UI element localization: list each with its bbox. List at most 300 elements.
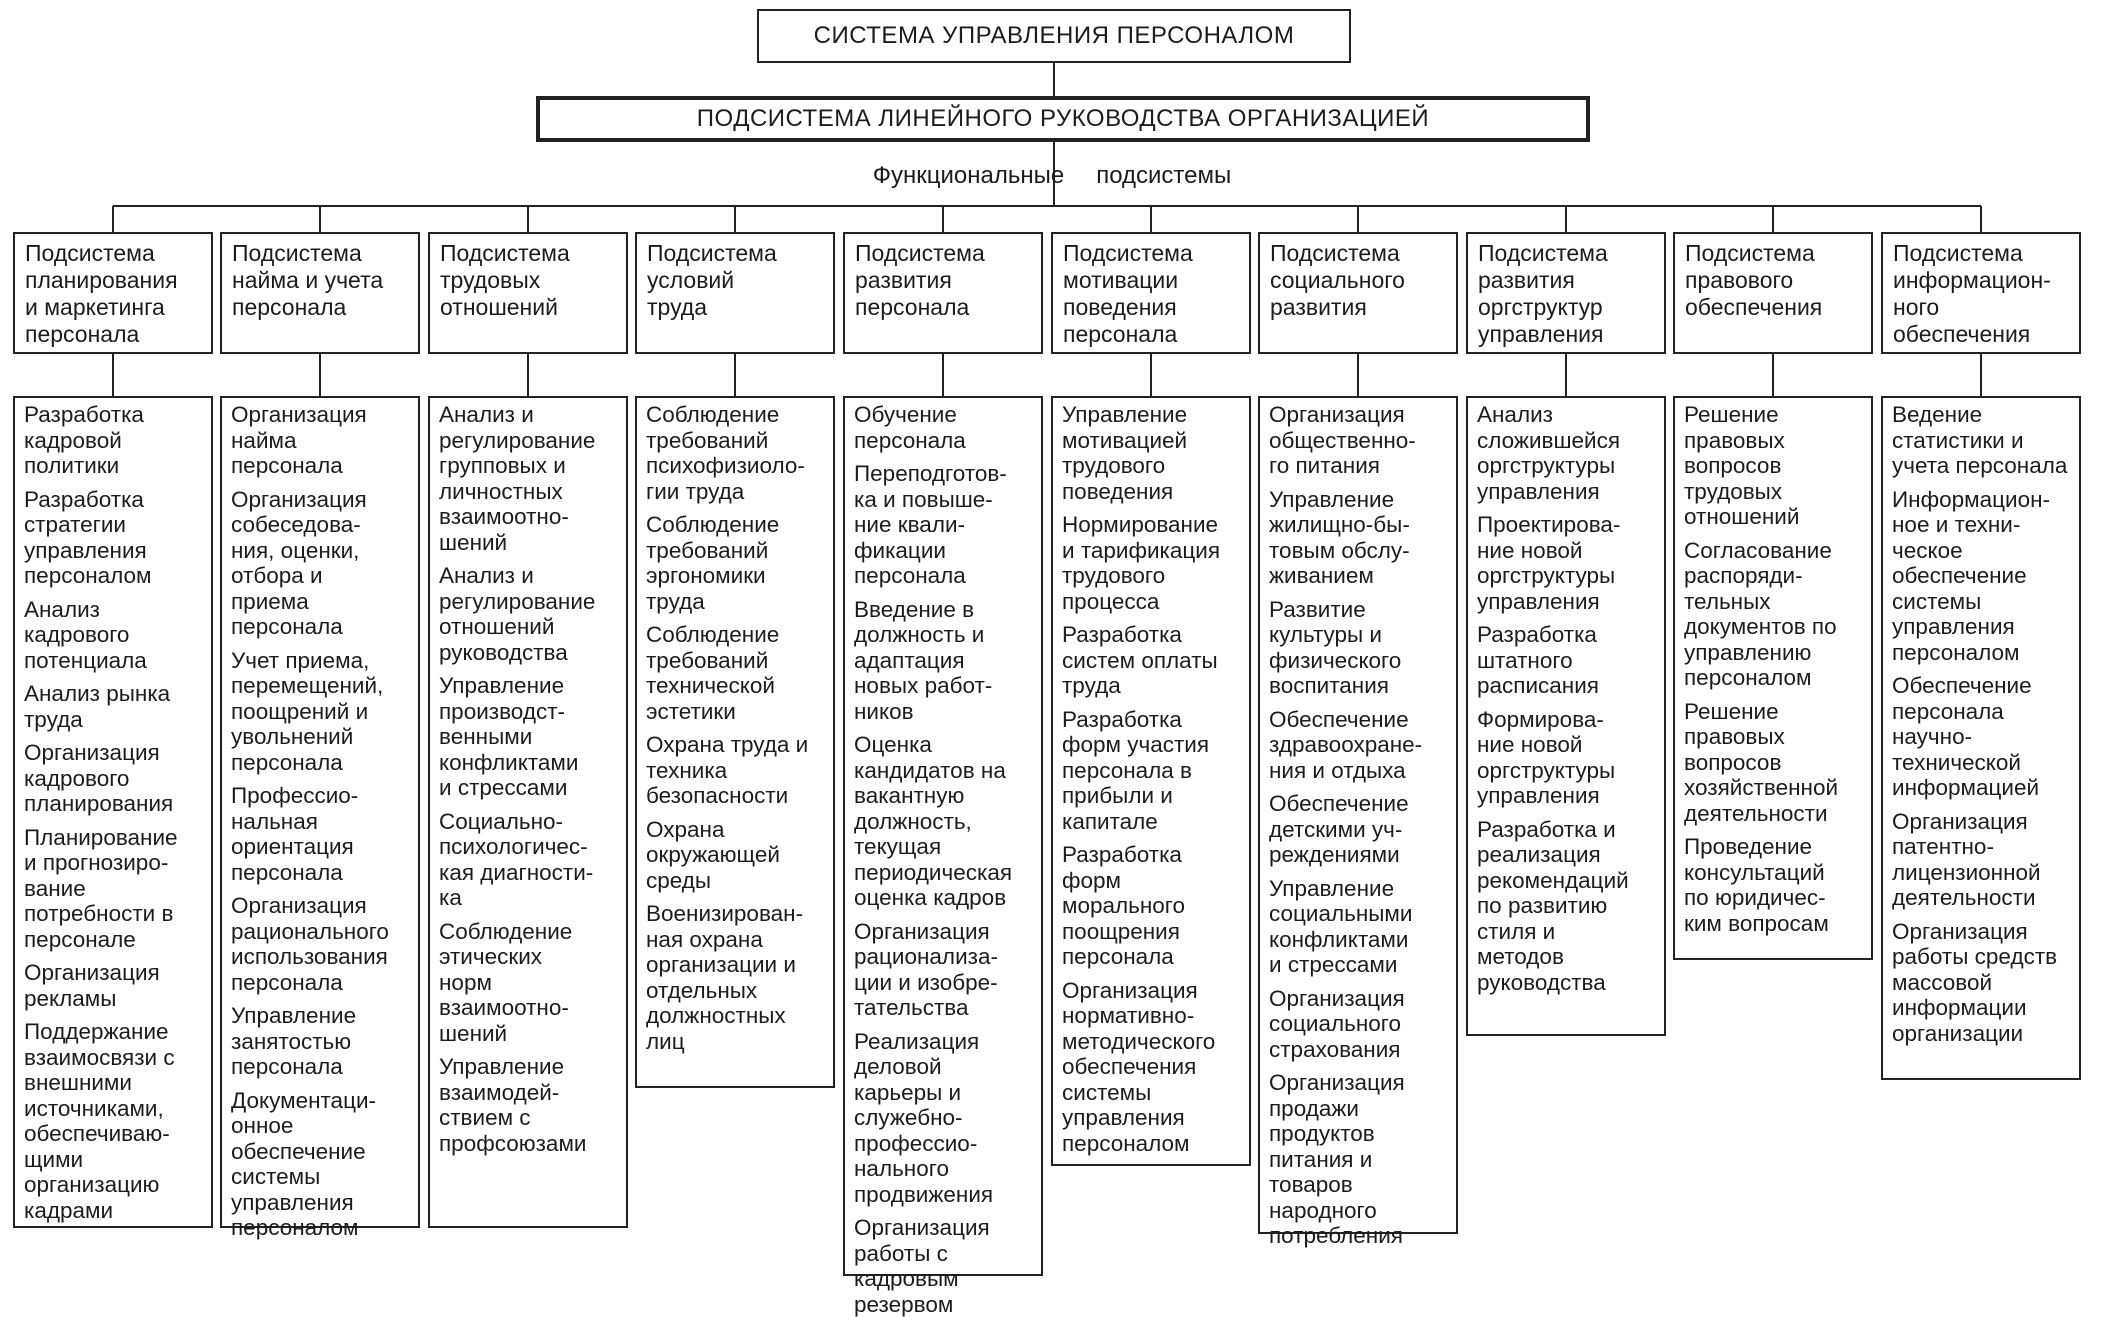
function-item-line: новых работ-: [854, 673, 1036, 699]
subsystem-header-line: информацион-: [1893, 267, 2073, 294]
function-item: [1269, 487, 1451, 589]
function-item-line: рекомендаций: [1477, 868, 1659, 894]
function-item-line: управления: [1477, 479, 1659, 505]
function-item-line: Разработка и: [1477, 817, 1659, 843]
function-item-line: эргономики: [646, 563, 828, 589]
function-item-line: персоналом: [231, 1215, 413, 1241]
function-item-line: питания и: [1269, 1147, 1451, 1173]
function-item: [1269, 986, 1451, 1063]
function-item-line: техника: [646, 758, 828, 784]
function-item-line: распоряди-: [1684, 563, 1866, 589]
function-item-line: шений: [439, 530, 621, 556]
function-item-line: служебно-: [854, 1105, 1036, 1131]
function-item-line: Разработка: [1477, 622, 1659, 648]
function-item-line: прибыли и: [1062, 783, 1244, 809]
function-item-line: венными: [439, 724, 621, 750]
function-item: [646, 732, 828, 809]
function-item: [231, 1088, 413, 1241]
function-item-line: политики: [24, 453, 206, 479]
function-item: [1684, 538, 1866, 691]
function-item-line: потенциала: [24, 648, 206, 674]
function-item-line: управления: [24, 538, 206, 564]
function-item-line: Анализ рынка: [24, 681, 206, 707]
function-item: [1062, 978, 1244, 1157]
subsystem-header-line: развития: [1270, 294, 1450, 321]
function-item-line: персонала: [231, 860, 413, 886]
function-item-line: Обеспечение: [1269, 707, 1451, 733]
function-list: [843, 396, 1043, 1276]
function-item: [1892, 809, 2074, 911]
function-item: [1477, 402, 1659, 504]
function-item: [1062, 622, 1244, 699]
function-item-line: по юридичес-: [1684, 885, 1866, 911]
function-item: [439, 402, 621, 555]
function-item-line: Организация: [24, 740, 206, 766]
function-item: [231, 648, 413, 776]
function-item-line: ния и отдыха: [1269, 758, 1451, 784]
function-item: [1062, 707, 1244, 835]
function-item-line: персонала: [854, 428, 1036, 454]
function-item-line: Управление: [231, 1003, 413, 1029]
function-item-line: обеспечиваю-: [24, 1121, 206, 1147]
function-item-line: Информацион-: [1892, 487, 2074, 513]
function-item-line: научно-: [1892, 724, 2074, 750]
function-item-line: потребления: [1269, 1223, 1451, 1249]
function-item-line: лицензионной: [1892, 860, 2074, 886]
function-item-line: ка и повыше-: [854, 487, 1036, 513]
function-item-line: поведения: [1062, 479, 1244, 505]
function-item-line: резервом: [854, 1292, 1036, 1317]
function-item-line: Развитие: [1269, 597, 1451, 623]
subsystem-header-line: отношений: [440, 294, 620, 321]
function-item-line: вопросов: [1684, 750, 1866, 776]
function-item-line: технической: [646, 673, 828, 699]
function-item-line: патентно-: [1892, 834, 2074, 860]
function-item-line: Анализ: [1477, 402, 1659, 428]
subsystem-header-line: оргструктур: [1478, 294, 1658, 321]
function-item-line: Организация: [1269, 1070, 1451, 1096]
function-item: [1269, 791, 1451, 868]
function-item-line: кадровой: [24, 428, 206, 454]
subsystem-header-line: мотивации: [1063, 267, 1243, 294]
function-item-line: отдельных: [646, 978, 828, 1004]
function-item-line: требований: [646, 428, 828, 454]
function-item-line: форм участия: [1062, 732, 1244, 758]
function-item-line: Разработка: [1062, 622, 1244, 648]
function-item-line: деловой: [854, 1054, 1036, 1080]
function-item-line: ние новой: [1477, 732, 1659, 758]
function-item-line: найма: [231, 428, 413, 454]
function-item-line: Оценка: [854, 732, 1036, 758]
function-item: [439, 673, 621, 801]
function-list: [1673, 396, 1873, 960]
function-item-line: Организация: [231, 893, 413, 919]
function-item-line: перемещений,: [231, 673, 413, 699]
function-item: [24, 960, 206, 1011]
function-item: [1477, 622, 1659, 699]
function-item: [1269, 876, 1451, 978]
function-item-line: безопасности: [646, 783, 828, 809]
function-item-line: реализация: [1477, 842, 1659, 868]
function-item-line: персоналом: [24, 563, 206, 589]
subsystem-header-line: социального: [1270, 267, 1450, 294]
function-item-line: стиля и: [1477, 919, 1659, 945]
function-item-line: Согласование: [1684, 538, 1866, 564]
function-item-line: живанием: [1269, 563, 1451, 589]
subsystem-header-line: Подсистема: [647, 240, 827, 267]
function-item: [1892, 487, 2074, 666]
function-item-line: Реализация: [854, 1029, 1036, 1055]
function-item-line: Обеспечение: [1269, 791, 1451, 817]
function-item-line: Проектирова-: [1477, 512, 1659, 538]
function-item-line: Военизирован-: [646, 901, 828, 927]
function-item-line: Охрана: [646, 817, 828, 843]
function-item-line: потребности в: [24, 901, 206, 927]
function-item-line: Организация: [24, 960, 206, 986]
function-item-line: профессио-: [854, 1131, 1036, 1157]
function-item-line: деятельности: [1684, 801, 1866, 827]
function-item-line: ная охрана: [646, 927, 828, 953]
function-item-line: документов по: [1684, 614, 1866, 640]
function-item-line: конфликтами: [439, 750, 621, 776]
function-item: [24, 681, 206, 732]
function-item-line: нальная: [231, 809, 413, 835]
function-item-line: Управление: [1269, 876, 1451, 902]
function-item-line: собеседова-: [231, 512, 413, 538]
function-item-line: организации и: [646, 952, 828, 978]
function-item-line: информации: [1892, 995, 2074, 1021]
function-item-line: нормативно-: [1062, 1003, 1244, 1029]
function-item: [1684, 699, 1866, 827]
function-item-line: персонала: [231, 970, 413, 996]
subsystem-header-line: Подсистема: [1270, 240, 1450, 267]
function-item: [439, 809, 621, 911]
function-item-line: жилищно-бы-: [1269, 512, 1451, 538]
subsystem-header-line: Подсистема: [855, 240, 1035, 267]
subsystem-header-line: ного: [1893, 294, 2073, 321]
function-item-line: Формирова-: [1477, 707, 1659, 733]
function-item-line: управлению: [1684, 640, 1866, 666]
function-item-line: вопросов: [1684, 453, 1866, 479]
function-item-line: руководства: [1477, 970, 1659, 996]
function-item-line: конфликтами: [1269, 927, 1451, 953]
function-item-line: продуктов: [1269, 1121, 1451, 1147]
subsystem-header-line: Подсистема: [25, 240, 205, 267]
function-item: [1892, 402, 2074, 479]
function-item-line: трудового: [1062, 563, 1244, 589]
line-subsystem-box: [536, 96, 1590, 142]
subsystem-header-line: управления: [1478, 321, 1658, 348]
function-item-line: Ведение: [1892, 402, 2074, 428]
function-item-line: оценка кадров: [854, 885, 1036, 911]
function-item-line: рационализа-: [854, 944, 1036, 970]
line-subsystem-title: ПОДСИСТЕМА ЛИНЕЙНОГО РУКОВОДСТВА ОРГАНИЗАЦИЕЙ: [697, 105, 1429, 133]
function-item: [854, 732, 1036, 911]
function-item-line: организации: [1892, 1021, 2074, 1047]
function-list: [1466, 396, 1666, 1036]
function-item-line: Решение: [1684, 402, 1866, 428]
function-item-line: и прогнозиро-: [24, 850, 206, 876]
subsystem-header-line: Подсистема: [1478, 240, 1658, 267]
function-item-line: учета персонала: [1892, 453, 2074, 479]
function-item-line: продвижения: [854, 1182, 1036, 1208]
function-item: [24, 740, 206, 817]
function-item-line: правовых: [1684, 724, 1866, 750]
function-item-line: Управление: [1269, 487, 1451, 513]
function-item: [1269, 597, 1451, 699]
function-item-line: управления: [1892, 614, 2074, 640]
function-item-line: труда: [1062, 673, 1244, 699]
function-item-line: стратегии: [24, 512, 206, 538]
function-item: [1062, 842, 1244, 970]
function-item-line: Обеспечение: [1892, 673, 2074, 699]
function-item-line: норм: [439, 970, 621, 996]
function-item-line: отношений: [1684, 504, 1866, 530]
function-item-line: трудовых: [1684, 479, 1866, 505]
function-item-line: Управление: [439, 673, 621, 699]
subsystem-header-line: развития: [1478, 267, 1658, 294]
function-item-line: источниками,: [24, 1096, 206, 1122]
function-item-line: ка: [439, 885, 621, 911]
function-item-line: личностных: [439, 479, 621, 505]
function-item-line: Соблюдение: [646, 512, 828, 538]
subsystem-header-line: Подсистема: [232, 240, 412, 267]
function-item-line: ориентация: [231, 834, 413, 860]
root-title: СИСТЕМА УПРАВЛЕНИЯ ПЕРСОНАЛОМ: [814, 22, 1295, 50]
function-item: [854, 1029, 1036, 1208]
function-item-line: системы: [1892, 589, 2074, 615]
function-item-line: правовых: [1684, 428, 1866, 454]
subsystem-header-line: условий: [647, 267, 827, 294]
function-item: [1477, 707, 1659, 809]
function-item-line: управления: [1477, 783, 1659, 809]
function-list: [428, 396, 628, 1228]
function-item-line: психологичес-: [439, 834, 621, 860]
function-item-line: персоналом: [1062, 1131, 1244, 1157]
subsystem-header: [428, 232, 628, 354]
function-list: [635, 396, 835, 1088]
function-item-line: Организация: [854, 919, 1036, 945]
function-item-line: регулирование: [439, 589, 621, 615]
function-item-line: Обучение: [854, 402, 1036, 428]
function-list: [220, 396, 420, 1228]
function-item-line: рекламы: [24, 986, 206, 1012]
function-item: [1062, 512, 1244, 614]
function-item: [854, 597, 1036, 725]
function-item-line: культуры и: [1269, 622, 1451, 648]
subsystem-header: [1881, 232, 2081, 354]
function-item-line: Организация: [1062, 978, 1244, 1004]
subsystem-header-line: поведения: [1063, 294, 1243, 321]
function-item: [1684, 834, 1866, 936]
function-item-line: Организация: [231, 402, 413, 428]
function-item-line: эстетики: [646, 699, 828, 725]
function-item-line: системы: [231, 1164, 413, 1190]
function-item-line: процесса: [1062, 589, 1244, 615]
subsystem-header-line: планирования: [25, 267, 205, 294]
function-item-line: поощрений и: [231, 699, 413, 725]
function-item-line: онное: [231, 1113, 413, 1139]
function-item-line: руководства: [439, 640, 621, 666]
function-item: [24, 597, 206, 674]
function-item-line: Нормирование: [1062, 512, 1244, 538]
function-item-line: Разработка: [24, 487, 206, 513]
function-item: [231, 487, 413, 640]
function-item-line: детскими уч-: [1269, 817, 1451, 843]
function-item-line: нального: [854, 1156, 1036, 1182]
function-item: [646, 622, 828, 724]
function-item-line: Професcио-: [231, 783, 413, 809]
function-item-line: труда: [646, 589, 828, 615]
function-item: [646, 512, 828, 614]
function-item: [231, 893, 413, 995]
function-item-line: взаимодей-: [439, 1080, 621, 1106]
function-item-line: воспитания: [1269, 673, 1451, 699]
function-item-line: планирования: [24, 791, 206, 817]
function-item: [1062, 402, 1244, 504]
function-item: [439, 919, 621, 1047]
function-item-line: персонала: [231, 453, 413, 479]
function-item-line: производст-: [439, 699, 621, 725]
function-item-line: Анализ и: [439, 563, 621, 589]
function-item-line: товым обслу-: [1269, 538, 1451, 564]
function-item: [439, 1054, 621, 1156]
function-item-line: Проведение: [1684, 834, 1866, 860]
function-item-line: Управление: [1062, 402, 1244, 428]
function-item-line: Разработка: [1062, 707, 1244, 733]
subsystem-header-line: развития: [855, 267, 1035, 294]
function-item-line: персонала: [854, 563, 1036, 589]
function-item-line: Поддержание: [24, 1019, 206, 1045]
subsystem-header-line: и маркетинга: [25, 294, 205, 321]
function-item-line: ние новой: [1477, 538, 1659, 564]
function-item-line: поощрения: [1062, 919, 1244, 945]
function-item: [24, 825, 206, 953]
function-item-line: общественно-: [1269, 428, 1451, 454]
function-item-line: ции и изобре-: [854, 970, 1036, 996]
function-item-line: Разработка: [24, 402, 206, 428]
subsystem-header-line: Подсистема: [1893, 240, 2073, 267]
function-item-line: управления: [1477, 589, 1659, 615]
subsystem-header-line: правового: [1685, 267, 1865, 294]
function-item-line: Введение в: [854, 597, 1036, 623]
function-item-line: здравоохране-: [1269, 732, 1451, 758]
function-item-line: Переподготов-: [854, 461, 1036, 487]
function-item: [1477, 512, 1659, 614]
function-item-line: Соблюдение: [646, 402, 828, 428]
function-item-line: кадрами: [24, 1198, 206, 1224]
function-item: [231, 783, 413, 885]
function-item-line: персонала: [231, 614, 413, 640]
function-item-line: технической: [1892, 750, 2074, 776]
function-item-line: Организация: [1892, 919, 2074, 945]
function-item: [1269, 402, 1451, 479]
function-item-line: периодическая: [854, 860, 1036, 886]
function-item-line: должность и: [854, 622, 1036, 648]
function-item: [854, 1215, 1036, 1317]
function-item-line: должность,: [854, 809, 1036, 835]
function-item-line: и стрессами: [439, 775, 621, 801]
function-item: [854, 402, 1036, 453]
function-item-line: вакантную: [854, 783, 1036, 809]
function-item-line: управления: [231, 1190, 413, 1216]
function-item-line: методического: [1062, 1029, 1244, 1055]
function-item-line: персонале: [24, 927, 206, 953]
function-item-line: сложившейся: [1477, 428, 1659, 454]
function-item: [646, 901, 828, 1054]
function-item-line: организацию: [24, 1172, 206, 1198]
function-item-line: Организация: [1269, 986, 1451, 1012]
functional-label-left: Функциональные: [873, 162, 1064, 190]
function-item-line: взаимоотно-: [439, 995, 621, 1021]
function-item-line: Соблюдение: [646, 622, 828, 648]
function-item-line: морального: [1062, 893, 1244, 919]
function-item-line: ким вопросам: [1684, 911, 1866, 937]
function-item: [1892, 919, 2074, 1047]
function-item: [231, 402, 413, 479]
function-item-line: трудового: [1062, 453, 1244, 479]
function-item-line: должностных: [646, 1003, 828, 1029]
function-item-line: занятостью: [231, 1029, 413, 1055]
function-item-line: социального: [1269, 1011, 1451, 1037]
subsystem-header-line: трудовых: [440, 267, 620, 294]
function-list: [1051, 396, 1251, 1166]
function-item-line: управления: [1062, 1105, 1244, 1131]
function-item-line: персонала: [231, 750, 413, 776]
function-item-line: Документаци-: [231, 1088, 413, 1114]
function-item: [24, 1019, 206, 1223]
function-item-line: Анализ: [24, 597, 206, 623]
function-item-line: по развитию: [1477, 893, 1659, 919]
function-item-line: среды: [646, 868, 828, 894]
subsystem-header: [220, 232, 420, 354]
function-item-line: работы с: [854, 1241, 1036, 1267]
function-item-line: этических: [439, 944, 621, 970]
function-item-line: физического: [1269, 648, 1451, 674]
function-item-line: фикации: [854, 538, 1036, 564]
function-item-line: массовой: [1892, 970, 2074, 996]
function-item-line: отношений: [439, 614, 621, 640]
function-item-line: Разработка: [1062, 842, 1244, 868]
function-item-line: требований: [646, 648, 828, 674]
function-item-line: методов: [1477, 944, 1659, 970]
function-item-line: оргструктуры: [1477, 563, 1659, 589]
function-item-line: Организация: [854, 1215, 1036, 1241]
function-item: [1684, 402, 1866, 530]
function-item: [1269, 1070, 1451, 1249]
function-item-line: окружающей: [646, 842, 828, 868]
subsystem-header-line: Подсистема: [440, 240, 620, 267]
function-item: [24, 402, 206, 479]
function-item-line: персонала: [1062, 944, 1244, 970]
function-item-line: народного: [1269, 1198, 1451, 1224]
function-item: [1892, 673, 2074, 801]
subsystem-header: [1466, 232, 1666, 354]
function-item-line: оргструктуры: [1477, 453, 1659, 479]
function-item-line: психофизиоло-: [646, 453, 828, 479]
function-item-line: лиц: [646, 1029, 828, 1055]
function-item-line: оргструктуры: [1477, 758, 1659, 784]
function-item-line: капитале: [1062, 809, 1244, 835]
function-item-line: мотивацией: [1062, 428, 1244, 454]
subsystem-header: [1673, 232, 1873, 354]
function-item-line: продажи: [1269, 1096, 1451, 1122]
function-item-line: и стрессами: [1269, 952, 1451, 978]
function-item-line: кандидатов на: [854, 758, 1036, 784]
subsystem-header-line: обеспечения: [1893, 321, 2073, 348]
function-item-line: работы средств: [1892, 944, 2074, 970]
function-list: [1881, 396, 2081, 1080]
